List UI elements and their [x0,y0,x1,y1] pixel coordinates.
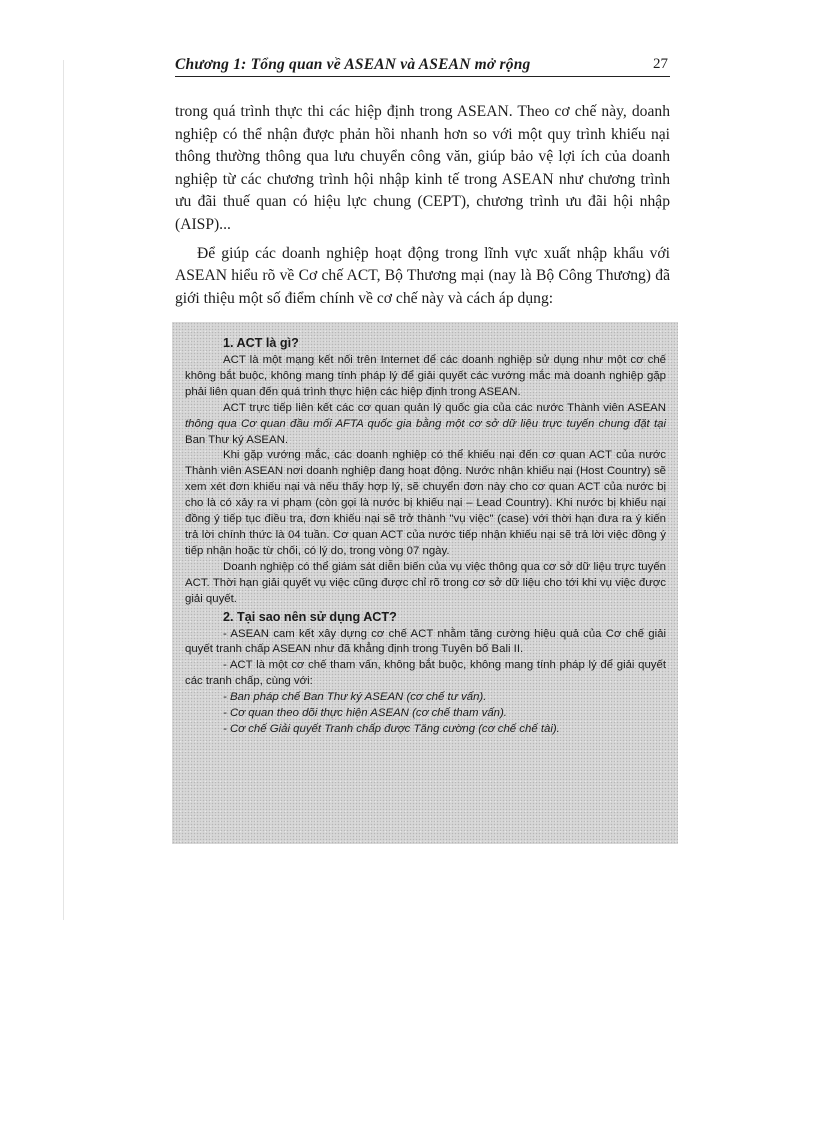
section-1-heading: 1. ACT là gì? [223,336,299,350]
section-1-paragraph-1: ACT là một mạng kết nối trên Internet để các doanh nghiệp sử dụng như một cơ chế không bắt buộc, không mang tính pháp lý để giải quyết các vướng mắc mà doanh nghiệp gặp phải liên quan đến quá trình thực hiện các hiệp định trong ASEAN. [185,354,666,398]
chapter-title: Chương 1: Tổng quan về ASEAN và ASEAN mở rộng [175,56,531,73]
section-2-heading: 2. Tại sao nên sử dụng ACT? [223,609,397,624]
section-2-item-3: - Cơ chế Giải quyết Tranh chấp được Tăng cường (cơ chế chế tài). [223,722,560,735]
page-number: 27 [653,56,668,72]
s1-p2-tail: Ban Thư ký ASEAN. [185,433,289,446]
s1-p2-lead: ACT trực tiếp liên kết các cơ quan quản lý quốc gia của các nước Thành viên ASEAN [223,401,666,414]
s1-p2-italic: thông qua Cơ quan đầu mối AFTA quốc gia bằng một cơ sở dữ liệu trực tuyến chung đặt tại [185,417,666,430]
body-paragraph-1: trong quá trình thực thi các hiệp định trong ASEAN. Theo cơ chế này, doanh nghiệp có thể nhận được phản hồi nhanh hơn so với một quy trình khiếu nại thông thường thông qua lưu chuyển công văn, giúp bảo vệ lợi ích của doanh nghiệp từ các chương trình hội nhập kinh tế trong ASEAN như chương trình ưu đãi thuế quan có hiệu lực chung (CEPT), chương trình ưu đãi hội nhập (AISP)... [175,103,670,233]
section-2-paragraph-2: - ACT là một cơ chế tham vấn, không bắt buộc, không mang tính pháp lý để giải quyết các tranh chấp, cùng với: [185,659,666,688]
page-gutter-line [63,60,64,920]
section-1-paragraph-3: Khi gặp vướng mắc, các doanh nghiệp có thể khiếu nại đến cơ quan ACT của nước Thành viên ASEAN nơi doanh nghiệp đang hoạt động. Nước nhận khiếu nại (Host Country) sẽ xem xét đơn khiếu nại và nếu thấy hợp lý, sẽ chuyển đơn này cho cơ quan ACT của nước bị cho là có xảy ra vi phạm (còn gọi là nước bị khiếu nại – Lead Country). Khi nước bị khiếu nại đồng ý tiếp tục điều tra, đơn khiếu nại sẽ trở thành "vụ việc" (case) với thời hạn đưa ra ý kiến trả lời chính thức là 04 tuần. Cơ quan ACT của nước tiếp nhận khiếu nại sẽ trả lời việc đồng ý tiếp nhận hoặc từ chối, có lý do, trong vòng 07 ngày. [185,449,666,557]
section-2-item-2: - Cơ quan theo dõi thực hiện ASEAN (cơ chế tham vấn). [223,707,507,720]
section-2-paragraph-1: - ASEAN cam kết xây dựng cơ chế ACT nhằm tăng cường hiệu quả của Cơ chế giải quyết tranh chấp ASEAN như đã khẳng định trong Tuyên bố Bali II. [185,627,666,656]
running-header [175,54,670,77]
section-1-paragraph-4: Doanh nghiệp có thể giám sát diễn biến của vụ việc thông qua cơ sở dữ liệu trực tuyến ACT. Thời hạn giải quyết vụ việc cũng được chỉ rõ trong cơ sở dữ liệu cho tới khi vụ việc được giải quyết. [185,560,666,605]
section-1-paragraph-2 [185,401,666,449]
body-paragraph-2: Để giúp các doanh nghiệp hoạt động trong lĩnh vực xuất nhập khẩu với ASEAN hiểu rõ về Cơ chế ACT, Bộ Thương mại (nay là Bộ Công Thương) đã giới thiệu một số điểm chính về cơ chế này và cách áp dụng: [175,244,670,307]
section-2-item-1: - Ban pháp chế Ban Thư ký ASEAN (cơ chế tư vấn). [223,691,487,704]
main-body [175,101,670,310]
info-box-act [172,322,678,844]
